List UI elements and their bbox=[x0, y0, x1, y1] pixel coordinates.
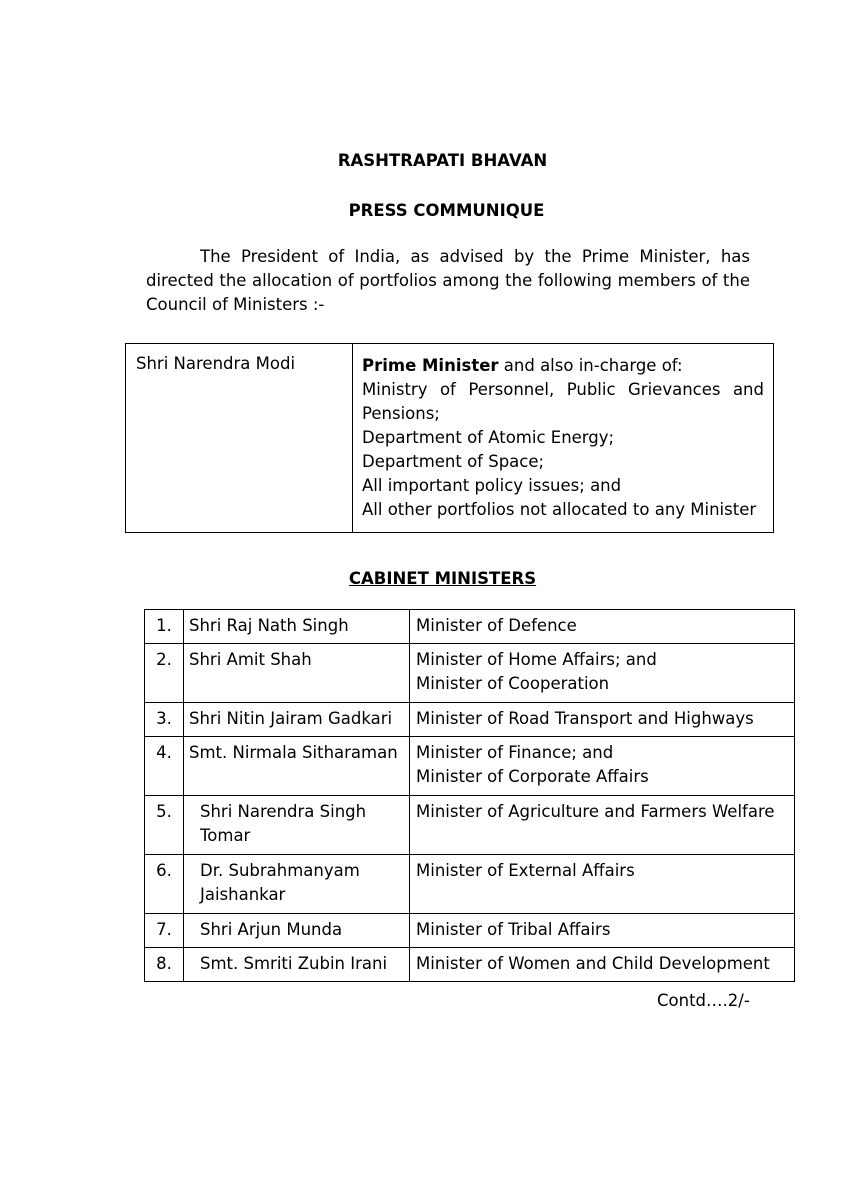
row-number: 3. bbox=[145, 703, 184, 737]
row-number: 6. bbox=[145, 855, 184, 914]
minister-portfolio bbox=[410, 948, 795, 982]
table-row bbox=[145, 855, 795, 914]
portfolio-line: Minister of Defence bbox=[416, 616, 577, 635]
minister-name-line: Smt. Smriti Zubin Irani bbox=[200, 954, 388, 973]
minister-name bbox=[184, 737, 410, 796]
portfolio-line: Minister of Finance; and bbox=[416, 743, 614, 762]
portfolio-line: Minister of Cooperation bbox=[416, 674, 610, 693]
portfolio-line: Minister of External Affairs bbox=[416, 861, 635, 880]
row-number: 7. bbox=[145, 914, 184, 948]
minister-name bbox=[184, 948, 410, 982]
portfolio-line: Minister of Women and Child Development bbox=[416, 954, 770, 973]
portfolio-line: Minister of Corporate Affairs bbox=[416, 767, 649, 786]
portfolio-line: Department of Atomic Energy; bbox=[362, 428, 615, 447]
minister-name-line: Jaishankar bbox=[200, 885, 286, 904]
portfolio-line: Minister of Home Affairs; and bbox=[416, 650, 657, 669]
cabinet-ministers-table bbox=[144, 609, 795, 982]
minister-name-line: Smt. Nirmala Sitharaman bbox=[189, 743, 398, 762]
portfolio-line: Minister of Road Transport and Highways bbox=[416, 709, 754, 728]
minister-name-line: Dr. Subrahmanyam bbox=[200, 861, 360, 880]
minister-portfolio bbox=[410, 737, 795, 796]
minister-portfolio bbox=[410, 796, 795, 855]
prime-minister-title-suffix: and also in-charge of: bbox=[498, 356, 683, 375]
minister-name-line: Shri Nitin Jairam Gadkari bbox=[189, 709, 393, 728]
table-row bbox=[145, 796, 795, 855]
portfolio-line: Ministry of Personnel, Public Grievances and bbox=[362, 380, 764, 399]
table-row bbox=[145, 737, 795, 796]
table-row bbox=[145, 914, 795, 948]
minister-name bbox=[184, 914, 410, 948]
minister-portfolio bbox=[410, 644, 795, 703]
document-subtitle: PRESS COMMUNIQUE bbox=[348, 201, 545, 220]
table-row bbox=[145, 948, 795, 982]
portfolio-line: Minister of Agriculture and Farmers Welfare bbox=[416, 802, 775, 821]
portfolio-line: Department of Space; bbox=[362, 452, 545, 471]
portfolio-line: All other portfolios not allocated to any Minister bbox=[362, 500, 757, 519]
minister-portfolio bbox=[410, 914, 795, 948]
minister-name bbox=[184, 855, 410, 914]
table-row bbox=[145, 610, 795, 644]
minister-portfolio bbox=[410, 855, 795, 914]
row-number: 8. bbox=[145, 948, 184, 982]
continued-note: Contd….2/- bbox=[657, 991, 750, 1010]
prime-minister-portfolios bbox=[362, 354, 764, 522]
minister-name-line: Shri Arjun Munda bbox=[200, 920, 343, 939]
prime-minister-title: Prime Minister bbox=[362, 356, 499, 375]
intro-paragraph: The President of India, as advised by the Prime Minister, has directed the allocation of portfolios among the following members of the Council of Ministers :- bbox=[146, 247, 750, 314]
minister-name-line: Shri Narendra Singh bbox=[200, 802, 367, 821]
row-number: 1. bbox=[145, 610, 184, 644]
portfolio-line: Pensions; bbox=[362, 404, 440, 423]
minister-portfolio bbox=[410, 610, 795, 644]
table-divider bbox=[352, 344, 353, 532]
minister-name-line: Tomar bbox=[200, 826, 251, 845]
document-title: RASHTRAPATI BHAVAN bbox=[337, 151, 548, 170]
minister-portfolio bbox=[410, 703, 795, 737]
prime-minister-table bbox=[125, 343, 774, 533]
table-row bbox=[145, 703, 795, 737]
row-number: 5. bbox=[145, 796, 184, 855]
minister-name bbox=[184, 644, 410, 703]
row-number: 2. bbox=[145, 644, 184, 703]
minister-name bbox=[184, 796, 410, 855]
table-row bbox=[145, 644, 795, 703]
minister-name bbox=[184, 703, 410, 737]
minister-name bbox=[184, 610, 410, 644]
cabinet-ministers-heading: CABINET MINISTERS bbox=[348, 569, 537, 588]
prime-minister-name: Shri Narendra Modi bbox=[136, 354, 296, 373]
minister-name-line: Shri Amit Shah bbox=[189, 650, 312, 669]
prime-minister-title-line bbox=[362, 354, 764, 378]
row-number: 4. bbox=[145, 737, 184, 796]
minister-name-line: Shri Raj Nath Singh bbox=[189, 616, 349, 635]
portfolio-line: All important policy issues; and bbox=[362, 476, 622, 495]
portfolio-line: Minister of Tribal Affairs bbox=[416, 920, 611, 939]
